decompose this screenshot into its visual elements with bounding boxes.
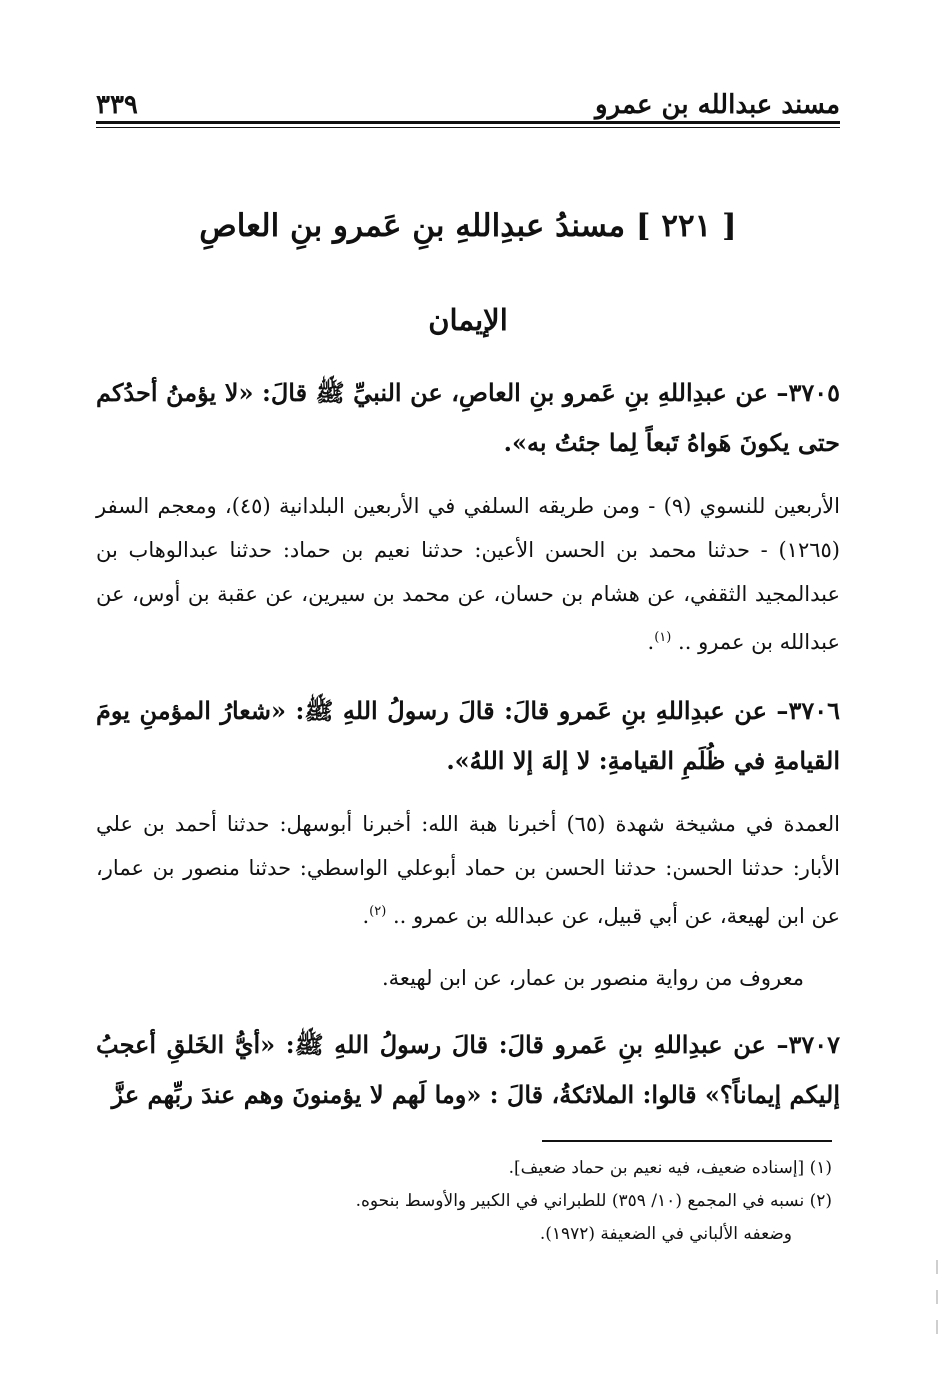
hadith-3705-source-text: الأربعين للنسوي (٩) - ومن طريقه السلفي في الأربعين البلدانية (٤٥)، ومعجم السفر (١٢٦٥) - حدثنا محمد بن الحسن الأعين: حدثنا نعيم بن حماد: حدثنا عبدالوهاب بن عبدالمجيد الثقفي، عن هشام بن حسان، عن محمد بن سيرين، عن عقبة بن أوس، عن عبدالله بن عمرو .. bbox=[96, 494, 840, 654]
running-title: مسند عبدالله بن عمرو bbox=[595, 90, 840, 120]
footnote-ref-1: (١) bbox=[654, 630, 672, 645]
hadith-3705-text: ٣٧٠٥– عن عبدِاللهِ بنِ عَمرو بنِ العاصِ، عن النبيِّ ﷺ قالَ: «لا يؤمنُ أحدُكم حتى يكونَ هَواهُ تَبعاً لِما جئتُ به». bbox=[96, 378, 840, 457]
chapter-title: [ ٢٢١ ] مسندُ عبدِاللهِ بنِ عَمرو بنِ العاصِ bbox=[199, 208, 737, 244]
scan-edge-mark bbox=[936, 1260, 938, 1274]
section-title: الإيمان bbox=[428, 303, 508, 337]
footnote-2-continuation: وضعفه الألباني في الضعيفة (١٩٧٢). bbox=[539, 1224, 792, 1244]
footnote-2: (٢) نسبه في المجمع (١٠/ ٣٥٩) للطبراني في الكبير والأوسط بنحوه. bbox=[355, 1191, 832, 1211]
scan-edge-mark bbox=[936, 1290, 938, 1304]
header-rule-thin bbox=[96, 127, 840, 128]
header-rule-thick bbox=[96, 121, 840, 124]
page-number: ٣٣٩ bbox=[96, 90, 138, 120]
scan-edge-mark bbox=[936, 1320, 938, 1334]
running-header bbox=[96, 82, 840, 118]
footnotes bbox=[96, 1152, 832, 1251]
footnote-separator bbox=[542, 1140, 832, 1142]
hadith-3706-text: ٣٧٠٦– عن عبدِاللهِ بنِ عَمرو قالَ: قالَ رسولُ اللهِ ﷺ: «شعارُ المؤمنِ يومَ القيامةِ في ظُلَمِ القيامةِ: لا إلهَ إلا اللهُ». bbox=[96, 696, 840, 775]
footnote-1: (١) [إسناده ضعيف، فيه نعيم بن حماد ضعيف]. bbox=[508, 1158, 832, 1178]
hadith-3707-text: ٣٧٠٧– عن عبدِاللهِ بنِ عَمرو قالَ: قالَ رسولُ اللهِ ﷺ: «أيُّ الخَلقِ أعجبُ إليكم إيماناً؟» قالوا: الملائكةُ، قالَ : «وما لَهم لا يؤمنونَ وهم عندَ ربِّهم عزَّ bbox=[96, 1030, 840, 1109]
hadith-3706-note: معروف من رواية منصور بن عمار، عن ابن لهيعة. bbox=[382, 966, 804, 990]
footnote-ref-2: (٢) bbox=[369, 904, 387, 919]
hadith-3705-source: الأربعين للنسوي (٩) - ومن طريقه السلفي في الأربعين البلدانية (٤٥)، ومعجم السفر (١٢٦٥) - حدثنا محمد بن الحسن الأعين: حدثنا نعيم بن حماد: حدثنا عبدالوهاب بن عبدالمجيد الثقفي، عن هشام بن حسان، عن محمد بن سيرين، عن عقبة بن أوس، عن عبدالله بن عمرو .. $^{(١)}$. bbox=[96, 494, 840, 654]
hadith-3706-source: العمدة في مشيخة شهدة (٦٥) أخبرنا هبة الله: أخبرنا أبوسهل: حدثنا أحمد بن علي الأبار: حدثنا الحسن: حدثنا الحسن بن حماد أبوعلي الواسطي: حدثنا منصور بن عمار، عن ابن لهيعة، عن أبي قبيل، عن عبدالله بن عمرو .. $^{(٢)}$. bbox=[96, 812, 841, 928]
hadith-3706-source-text: العمدة في مشيخة شهدة (٦٥) أخبرنا هبة الله: أخبرنا أبوسهل: حدثنا أحمد بن علي الأبار: حدثنا الحسن: حدثنا الحسن بن حماد أبوعلي الواسطي: حدثنا منصور بن عمار، عن ابن لهيعة، عن أبي قبيل، عن عبدالله بن عمرو .. bbox=[96, 812, 841, 928]
